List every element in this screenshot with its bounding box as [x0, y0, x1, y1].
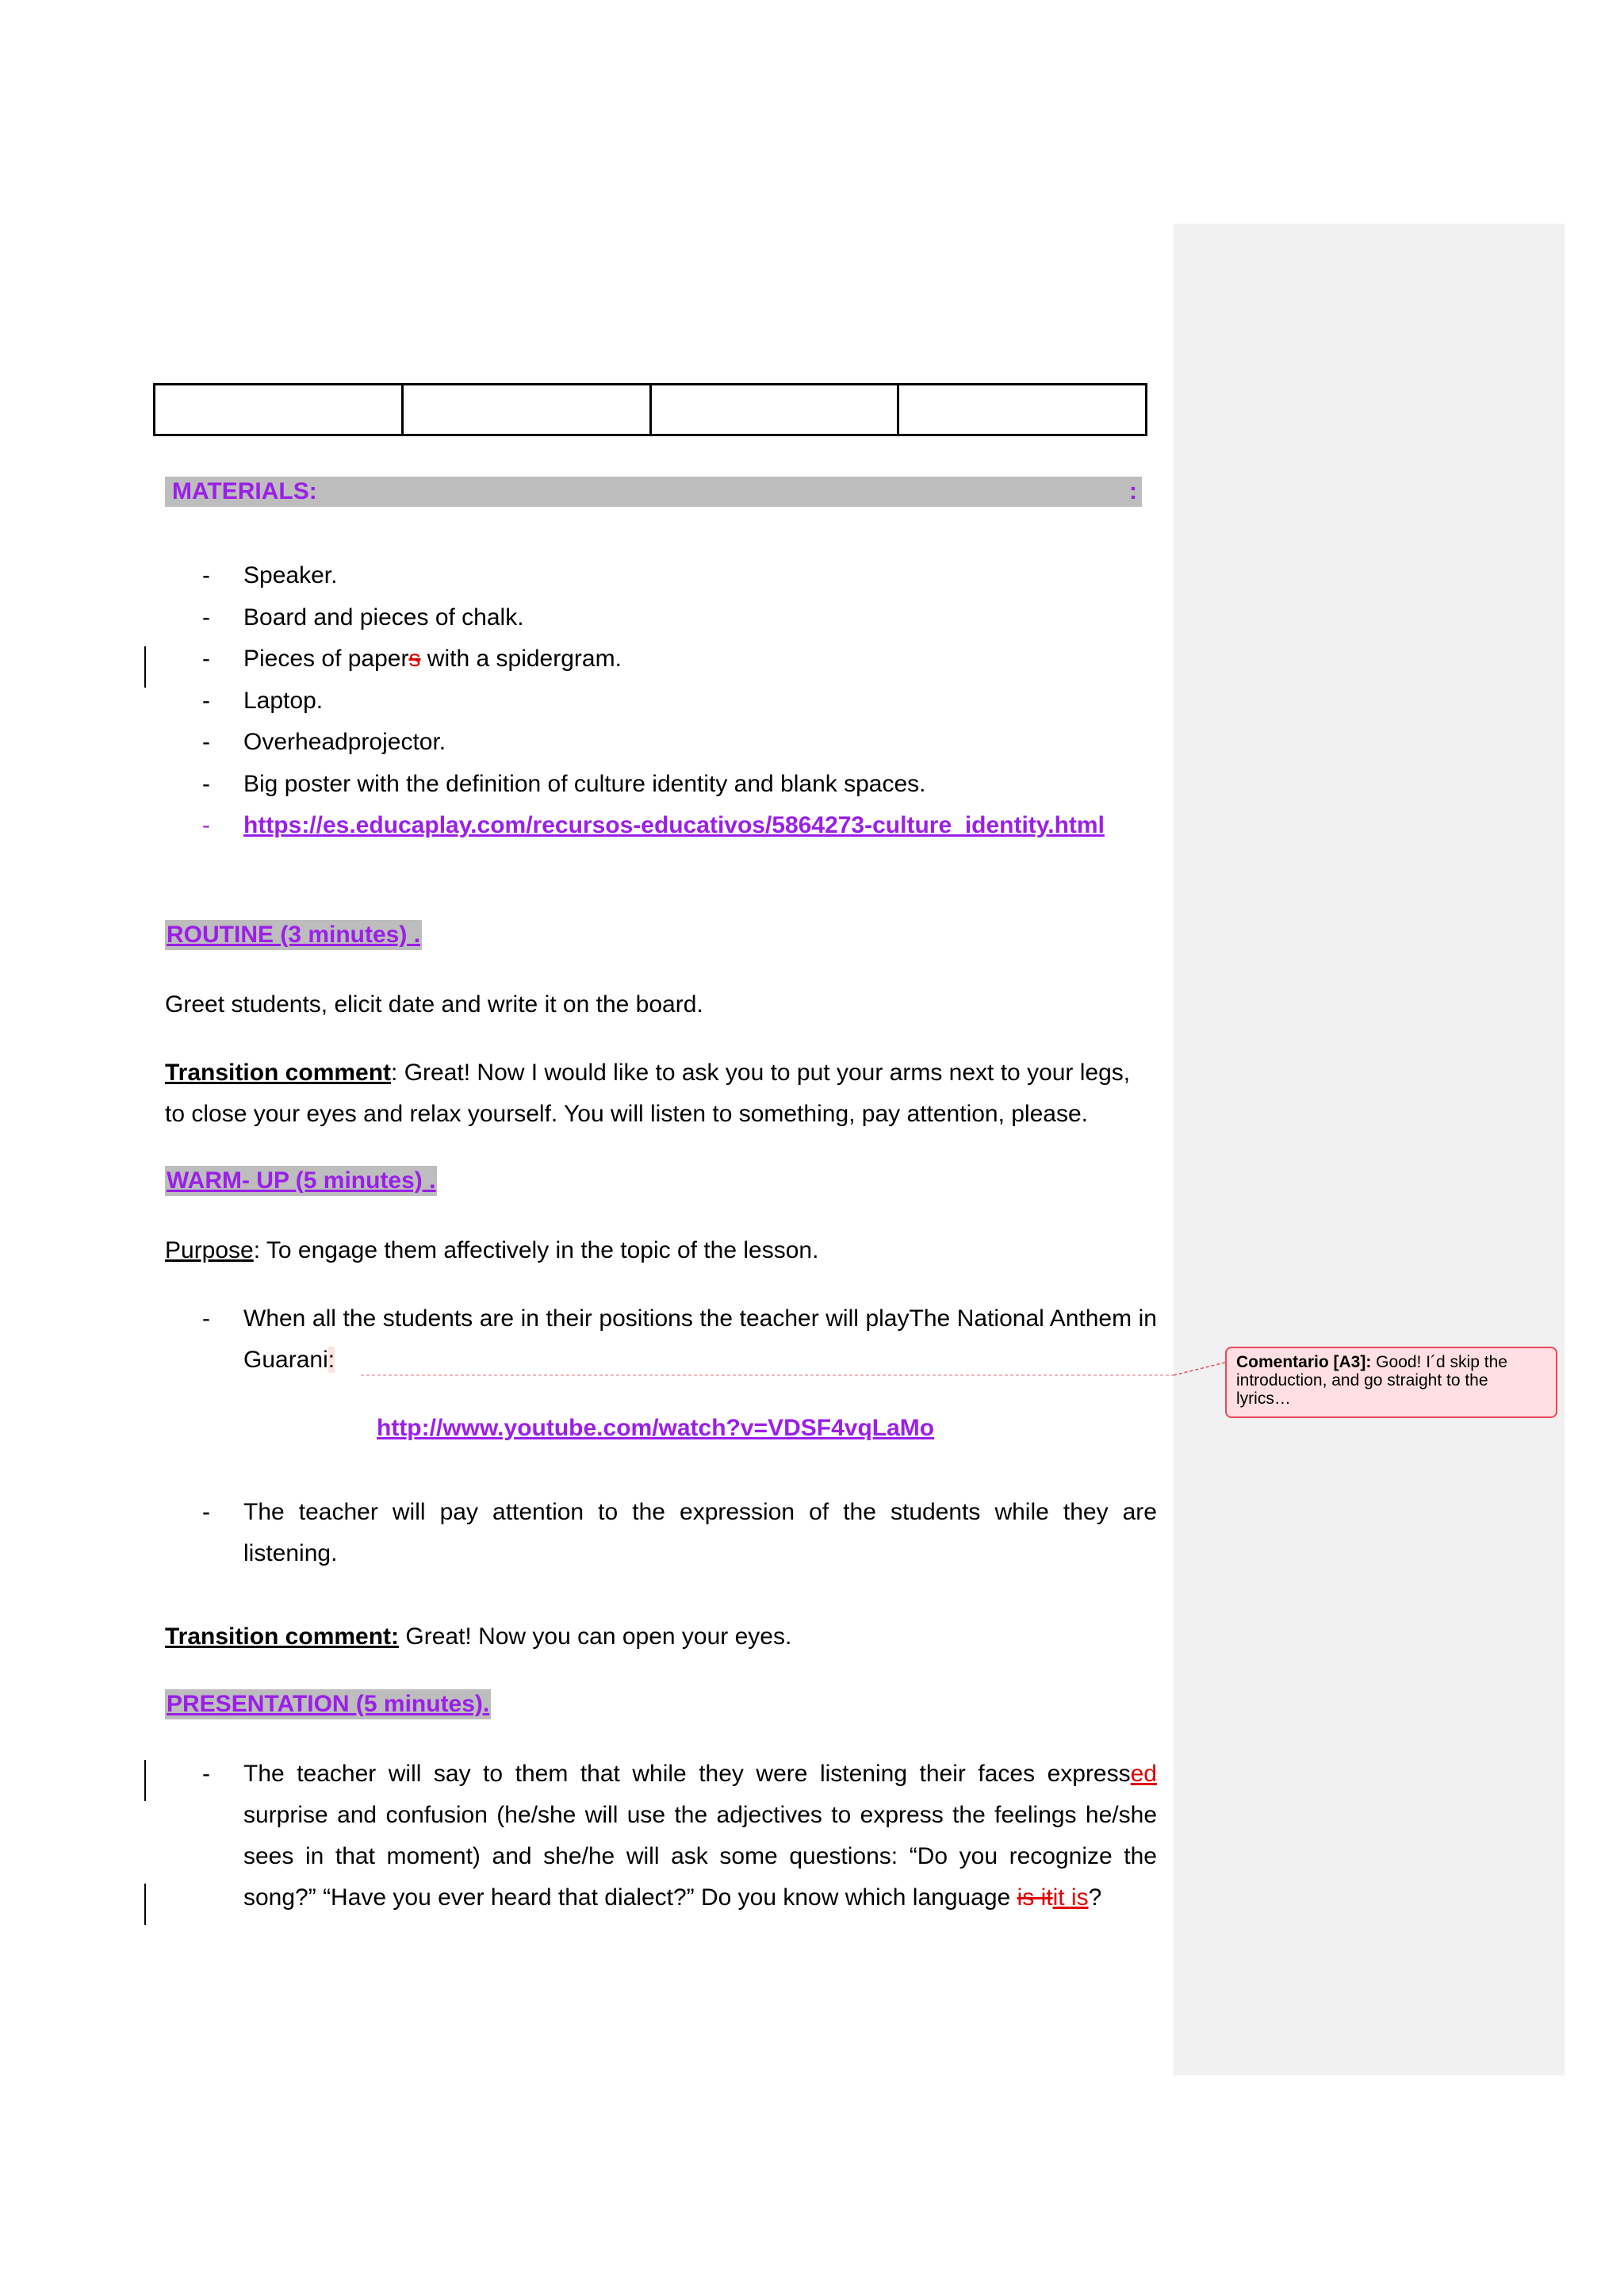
- change-bar: [144, 1760, 146, 1801]
- warmup-item-2: The teacher will pay attention to the expression of the students while they are listening.: [243, 1499, 1157, 1566]
- materials-list: [202, 555, 1105, 847]
- materials-heading: MATERIALS: :: [165, 477, 1142, 507]
- presentation-item-1: The teacher will say to them that while they were listening their faces expressed surprise and confusion (he/she will use the adjectives to express the feelings he/she sees in that moment) and she/he will ask some questions: “Do you recognize the song?” “Have you ever heard that dialect?” Do you know which language is itit is?: [243, 1761, 1157, 1911]
- routine-text: Greet students, elicit date and write it on the board.: [165, 991, 703, 1018]
- header-table: [153, 383, 1147, 436]
- change-bar: [144, 646, 146, 688]
- presentation-dash-1: -: [202, 1761, 210, 1787]
- materials-trailing-colon: :: [1129, 478, 1137, 504]
- presentation-heading: PRESENTATION (5 minutes).: [165, 1689, 491, 1719]
- table-cell: [402, 385, 650, 435]
- routine-transition: Transition comment: Great! Now I would like to ask you to put your arms next to your legs, to close your eyes and relax yourself. You will listen to something, pay attention, please.: [165, 1060, 1131, 1127]
- list-item: - Pieces of papers with a spidergram.: [202, 646, 622, 672]
- change-bar: [144, 1884, 146, 1925]
- comment-label: Comentario [A3]:: [1236, 1353, 1372, 1371]
- inserted-text: it is: [1052, 1884, 1089, 1911]
- list-item: - Laptop.: [202, 687, 324, 714]
- list-item: - Overheadprojector.: [202, 729, 446, 755]
- warmup-heading: WARM- UP (5 minutes) .: [165, 1166, 437, 1196]
- list-item: - Speaker.: [202, 562, 338, 588]
- warmup-transition: Transition comment: Great! Now you can open your eyes.: [165, 1623, 792, 1650]
- youtube-link[interactable]: http://www.youtube.com/watch?v=VDSF4vqLaMo: [377, 1415, 935, 1441]
- list-item: - Board and pieces of chalk.: [202, 604, 524, 631]
- list-item: - Big poster with the definition of culture identity and blank spaces.: [202, 770, 926, 797]
- warmup-dash-2: -: [202, 1499, 210, 1525]
- video-link-line[interactable]: [377, 1408, 934, 1449]
- table-cell: [155, 385, 403, 435]
- comment-text: Good! I´d skip the introduction, and go straight to the lyrics…: [1236, 1353, 1507, 1408]
- list-item[interactable]: - https://es.educaplay.com/recursos-educativos/5864273-culture_identity.html: [202, 812, 1105, 838]
- routine-heading: ROUTINE (3 minutes) .: [165, 920, 422, 950]
- warmup-dash-1: -: [202, 1305, 210, 1332]
- table-cell: [650, 385, 898, 435]
- deleted-text: is it: [1017, 1884, 1053, 1911]
- deleted-text: s: [408, 646, 421, 672]
- warmup-item-1: When all the students are in their positions the teacher will playThe National Anthem in Guarani:: [243, 1305, 1157, 1373]
- comment-balloon[interactable]: [1225, 1347, 1557, 1418]
- table-cell: [898, 385, 1147, 435]
- comment-margin: [1174, 224, 1565, 2076]
- educaplay-link[interactable]: https://es.educaplay.com/recursos-educativos/5864273-culture_identity.html: [243, 812, 1105, 838]
- comment-anchor: :: [327, 1347, 335, 1373]
- warmup-purpose: Purpose: To engage them affectively in the topic of the lesson.: [165, 1237, 819, 1263]
- inserted-text: ed: [1130, 1761, 1157, 1787]
